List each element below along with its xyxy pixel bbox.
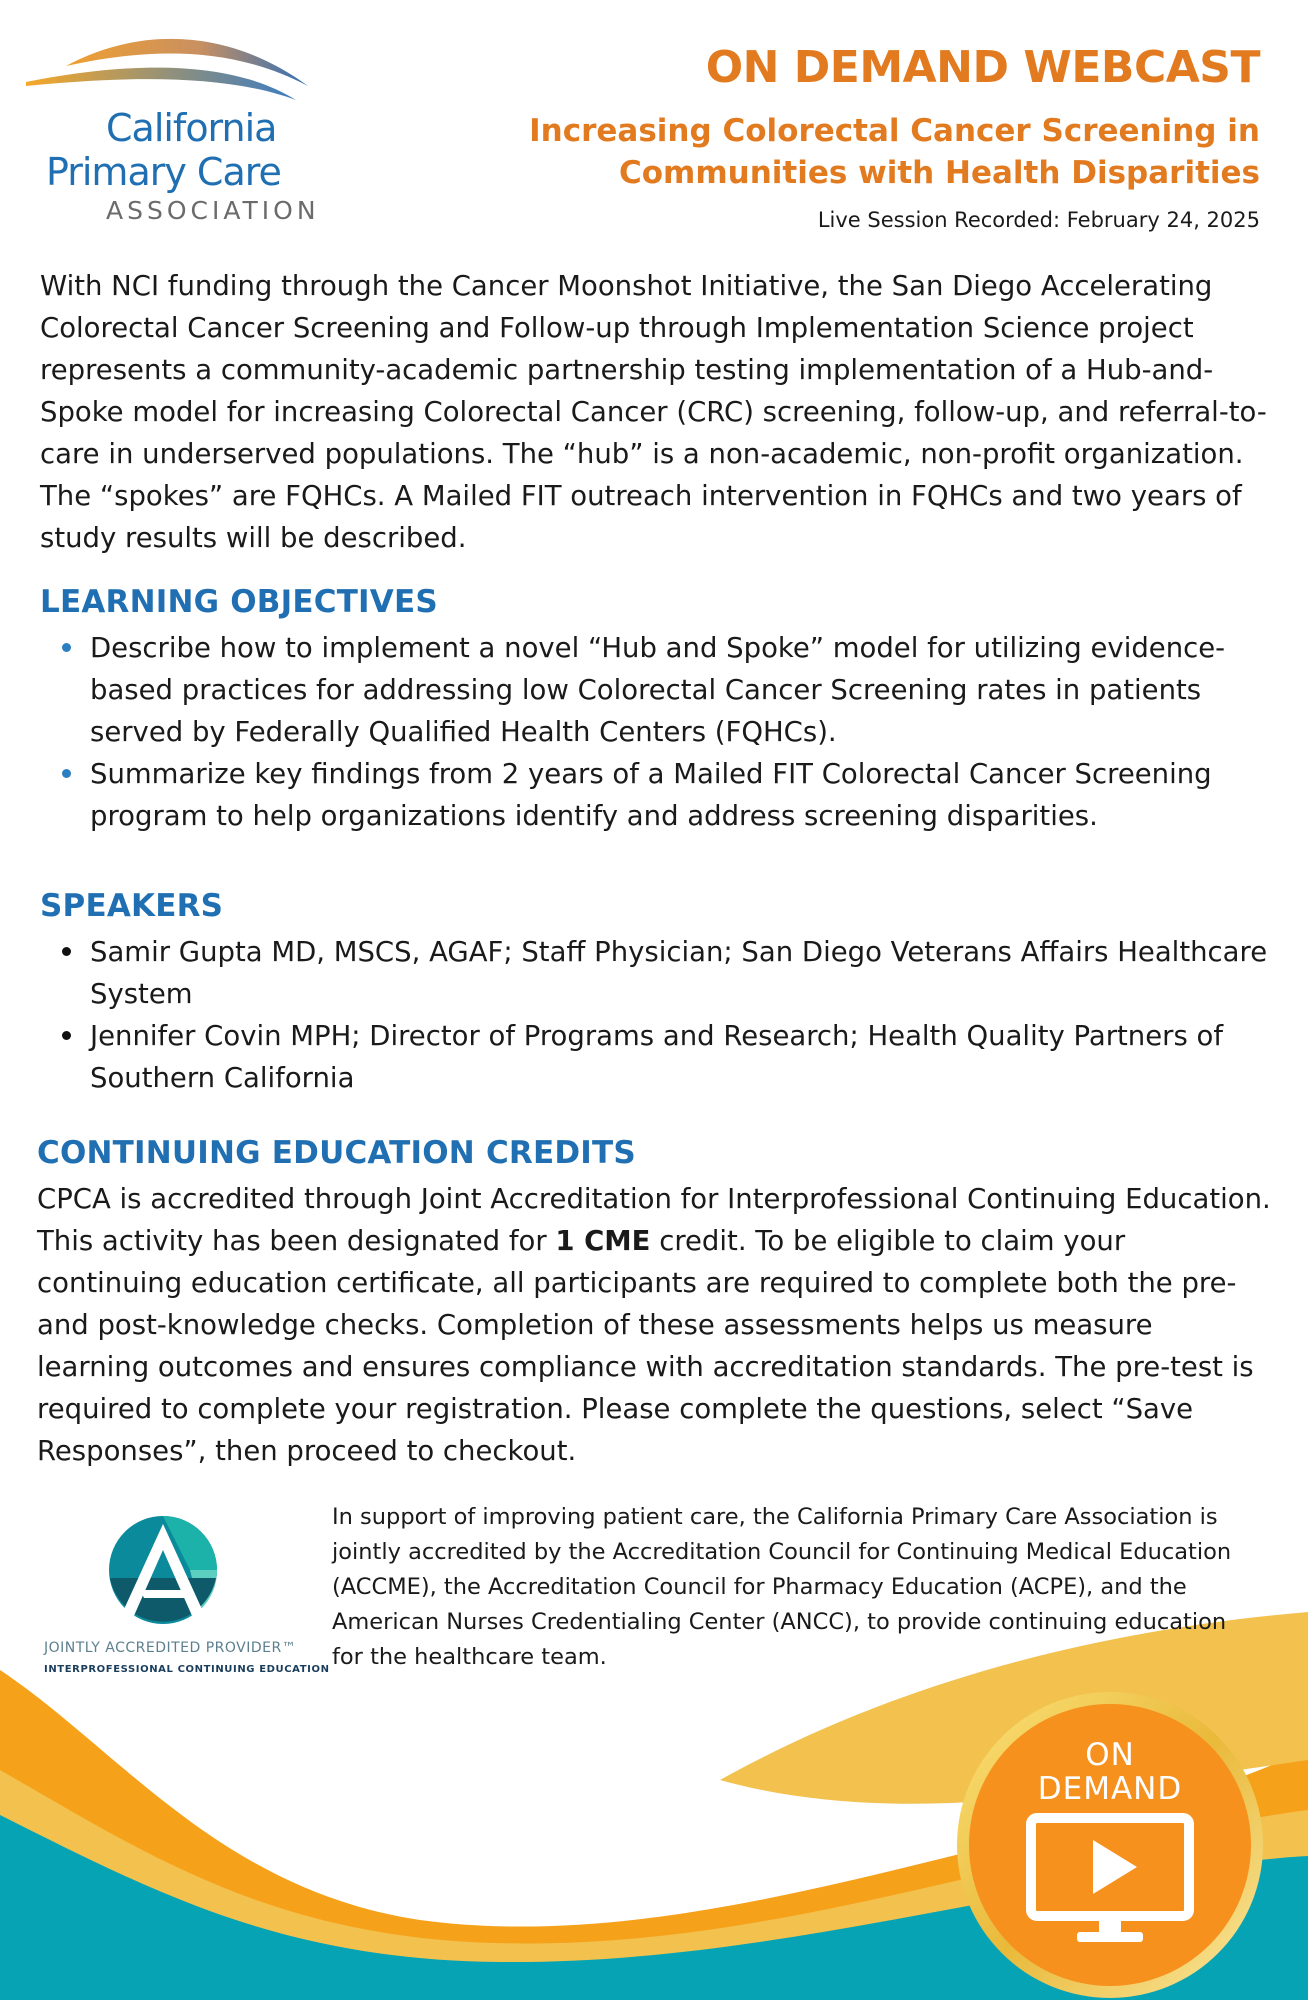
credits-paragraph: CPCA is accredited through Joint Accreditation for Interprofessional Continuing Education. This activity has been designated for 1 CME credit. To be eligible to claim your continuing education certificate, all participants are required to complete both the pre- and post-knowledge checks. Completion of these assessments helps us measure learning outcomes and ensures compliance with accreditation standards. The pre-test is required to complete your registration. Please complete the questions, select “Save Responses”, then proceed to checkout. bbox=[37, 1183, 1271, 1467]
bullet-icon bbox=[62, 947, 71, 956]
speakers-list bbox=[40, 931, 1275, 1099]
objectives-heading: LEARNING OBJECTIVES bbox=[40, 584, 438, 620]
title-line-1: Increasing Colorectal Cancer Screening in bbox=[529, 113, 1260, 149]
objectives-list bbox=[40, 627, 1275, 837]
logo-association: ASSOCIATION bbox=[106, 196, 320, 225]
ja-subcaption: INTERPROFESSIONAL CONTINUING EDUCATION bbox=[44, 1664, 330, 1675]
intro-paragraph: With NCI funding through the Cancer Moonshot Initiative, the San Diego Accelerating Colorectal Cancer Screening and Follow-up through Implementation Science project represents a community-academic partnership testing implementation of a Hub-and-Spoke model for increasing Colorectal Cancer (CRC) screening, follow-up, and referral-to-care in underserved populations. The “hub” is a non-academic, non-profit organization. The “spokes” are FQHCs. A Mailed FIT outreach intervention in FQHCs and two years of study results will be described. bbox=[40, 270, 1267, 554]
play-monitor-icon bbox=[1025, 1812, 1195, 1952]
jointly-accredited-icon bbox=[40, 1510, 310, 1630]
badge-line-2: DEMAND bbox=[1037, 1771, 1183, 1807]
bullet-icon bbox=[62, 1031, 71, 1040]
objective-item: Summarize key findings from 2 years of a Mailed FIT Colorectal Cancer Screening program to help organizations identify and address screening disparities. bbox=[40, 753, 1275, 837]
cpca-logo bbox=[26, 30, 320, 230]
speaker-item: Samir Gupta MD, MSCS, AGAF; Staff Physician; San Diego Veterans Affairs Healthcare System bbox=[40, 931, 1275, 1015]
recorded-date: Live Session Recorded: February 24, 2025 bbox=[817, 208, 1260, 232]
title-line-2: Communities with Health Disparities bbox=[618, 155, 1260, 191]
ja-caption: JOINTLY ACCREDITED PROVIDER™ bbox=[44, 1640, 297, 1656]
bullet-icon bbox=[62, 769, 71, 778]
cme-credit-count: 1 CME bbox=[555, 1225, 651, 1257]
on-demand-badge bbox=[955, 1690, 1265, 2000]
bullet-icon bbox=[62, 643, 71, 652]
jointly-accredited-logo bbox=[40, 1510, 330, 1680]
speaker-item: Jennifer Covin MPH; Director of Programs and Research; Health Quality Partners of Southern California bbox=[40, 1015, 1275, 1099]
badge-line-1: ON bbox=[1085, 1737, 1135, 1773]
objective-item: Describe how to implement a novel “Hub and Spoke” model for utilizing evidence-based practices for addressing low Colorectal Cancer Screening rates in patients served by Federally Qualified Health Centers (FQHCs). bbox=[40, 627, 1275, 753]
logo-primary-care: Primary Care bbox=[46, 150, 281, 194]
speakers-heading: SPEAKERS bbox=[40, 888, 224, 924]
webcast-kicker: ON DEMAND WEBCAST bbox=[705, 42, 1260, 93]
webcast-title bbox=[440, 110, 1260, 194]
joint-accreditation-statement: In support of improving patient care, the California Primary Care Association is jointly accredited by the Accreditation Council for Continuing Medical Education (ACCME), the Accreditation Council for Pharmacy Education (ACPE), and the American Nurses Credentialing Center (ANCC), to provide continuing education for the healthcare team. bbox=[332, 1504, 1232, 1670]
logo-california: California bbox=[106, 106, 277, 150]
credits-heading: CONTINUING EDUCATION CREDITS bbox=[37, 1135, 636, 1171]
